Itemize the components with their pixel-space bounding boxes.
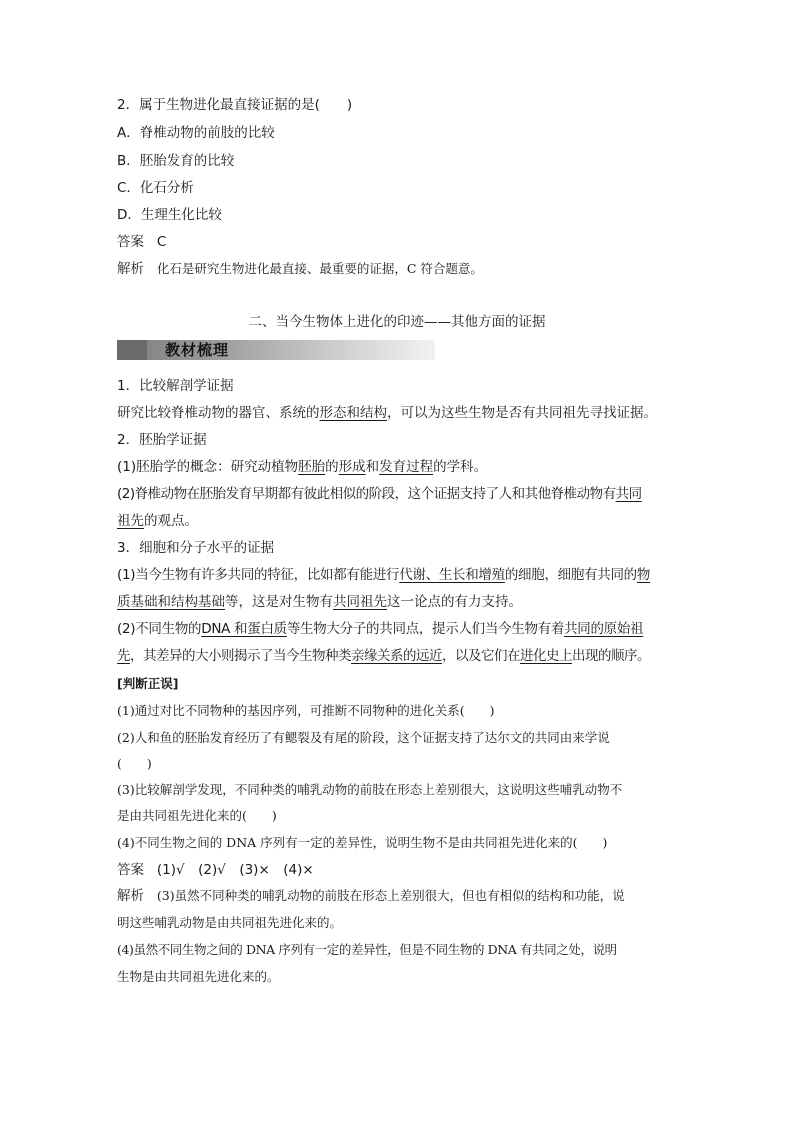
judge-label: [判断正误] xyxy=(117,676,179,691)
underlined-term: 形成 xyxy=(338,459,366,475)
paragraph-embryology-1 xyxy=(117,457,677,477)
option-c: C．化石分析 xyxy=(117,180,194,196)
underlined-term: 共同祖先 xyxy=(333,594,387,610)
text-run: ，以及它们在 xyxy=(442,648,520,664)
judge-answer-value: (1)√ (2)√ (3)× (4)× xyxy=(156,862,314,878)
answer-label: 答案 xyxy=(117,234,144,250)
option-a: A．脊椎动物的前肢的比较 xyxy=(117,125,275,141)
judge-analysis-line-3: (4)虽然不同生物之间的 DNA 序列有一定的差异性，但是不同生物的 DNA 有共同之处，说明 xyxy=(117,942,617,957)
text-run: 出现的顺序。 xyxy=(572,648,650,664)
judge-analysis-label: 解析 xyxy=(117,888,144,904)
judge-item-2-blank: ( ) xyxy=(117,756,152,771)
paragraph-molecular-1-line2 xyxy=(117,592,677,612)
judge-analysis-line-2: 明这些哺乳动物是由共同祖先进化来的。 xyxy=(117,915,343,930)
option-d: D．生理生化比较 xyxy=(117,207,222,223)
question-stem: 2．属于生物进化最直接证据的是( ) xyxy=(117,97,353,113)
text-run: 的细胞，细胞有共同的 xyxy=(504,567,637,583)
section-title: 二、当今生物体上进化的印迹——其他方面的证据 xyxy=(248,314,546,330)
underlined-term: DNA 和蛋白质 xyxy=(201,621,287,637)
analysis-line xyxy=(117,259,677,279)
heading-anatomy: 1．比较解剖学证据 xyxy=(117,378,234,394)
text-run: 研究比较脊椎动物的器官、系统的 xyxy=(117,405,320,421)
judge-item-3-cont: 是由共同祖先进化来的( ) xyxy=(117,808,277,823)
judge-analysis-line-4: 生物是由共同祖先进化来的。 xyxy=(117,969,280,984)
underlined-term: 先 xyxy=(117,648,130,664)
judge-analysis-text: (3)虽然不同种类的哺乳动物的前肢在形态上差别很大，但也有相似的结构和功能，说 xyxy=(156,888,625,903)
underlined-term: 代谢、生长和增殖 xyxy=(399,567,505,583)
judge-item-4: (4)不同生物之间的 DNA 序列有一定的差异性，说明生物不是由共同祖先进化来的( ) xyxy=(117,835,608,850)
answer-value: C xyxy=(156,234,167,250)
underlined-term: 共同 xyxy=(615,486,642,502)
paragraph-anatomy xyxy=(117,403,677,423)
paragraph-molecular-1-line1 xyxy=(117,565,677,585)
analysis-label: 解析 xyxy=(117,261,144,277)
text-run: 等生物大分子的共同点，提示人们当今生物有着 xyxy=(286,621,565,637)
judge-answer-line xyxy=(117,860,677,880)
analysis-text: 化石是研究生物进化最直接、最重要的证据，C 符合题意。 xyxy=(156,261,483,276)
banner-accent xyxy=(117,340,147,360)
underlined-term: 形态和结构 xyxy=(319,405,387,421)
heading-embryology: 2．胚胎学证据 xyxy=(117,432,207,448)
judge-analysis-line-1 xyxy=(117,886,677,906)
answer-line xyxy=(117,232,677,252)
judge-item-1: (1)通过对比不同物种的基因序列，可推断不同物种的进化关系( ) xyxy=(117,703,495,718)
judge-item-2: (2)人和鱼的胚胎发育经历了有鳃裂及有尾的阶段，这个证据支持了达尔文的共同由来学说 xyxy=(117,730,610,745)
text-run: (1)当今生物有许多共同的特征，比如都有能进行 xyxy=(117,567,400,583)
text-run: 这一论点的有力支持。 xyxy=(387,594,522,610)
text-run: 的观点。 xyxy=(144,513,198,529)
paragraph-embryology-2-line2 xyxy=(117,511,677,531)
text-run: 和 xyxy=(365,459,380,475)
text-run: (2)脊椎动物在胚胎发育早期都有彼此相似的阶段，这个证据支持了人和其他脊椎动物有 xyxy=(117,486,616,502)
section-banner xyxy=(117,340,435,360)
underlined-term: 胚胎 xyxy=(298,459,326,475)
underlined-term: 进化史上 xyxy=(520,648,572,664)
heading-molecular: 3．细胞和分子水平的证据 xyxy=(117,540,275,556)
text-run: ，其差异的大小则揭示了当今生物种类 xyxy=(130,648,351,664)
underlined-term: 亲缘关系的远近 xyxy=(351,648,442,664)
underlined-term: 共同的原始祖 xyxy=(564,621,644,637)
underlined-term: 物 xyxy=(636,567,651,583)
judge-answer-label: 答案 xyxy=(117,862,144,878)
text-run: (2)不同生物的 xyxy=(117,621,202,637)
text-run: 的 xyxy=(325,459,339,475)
option-b: B．胚胎发育的比较 xyxy=(117,153,235,169)
paragraph-molecular-2-line2 xyxy=(117,646,677,666)
underlined-term: 质基础和结构基础 xyxy=(117,594,225,610)
underlined-term: 祖先 xyxy=(117,513,144,529)
paragraph-embryology-2-line1 xyxy=(117,484,677,504)
text-run: 的学科。 xyxy=(433,459,488,475)
paragraph-molecular-2-line1 xyxy=(117,619,677,639)
banner-label: 教材梳理 xyxy=(165,341,230,359)
judge-item-3: (3)比较解剖学发现，不同种类的哺乳动物的前肢在形态上差别很大，这说明这些哺乳动物不 xyxy=(117,782,623,797)
text-run: 等，这是对生物有 xyxy=(225,594,333,610)
text-run: ，可以为这些生物是否有共同祖先寻找证据。 xyxy=(387,405,657,421)
text-run: (1)胚胎学的概念：研究动植物 xyxy=(117,459,299,475)
underlined-term: 发育过程 xyxy=(379,459,434,475)
